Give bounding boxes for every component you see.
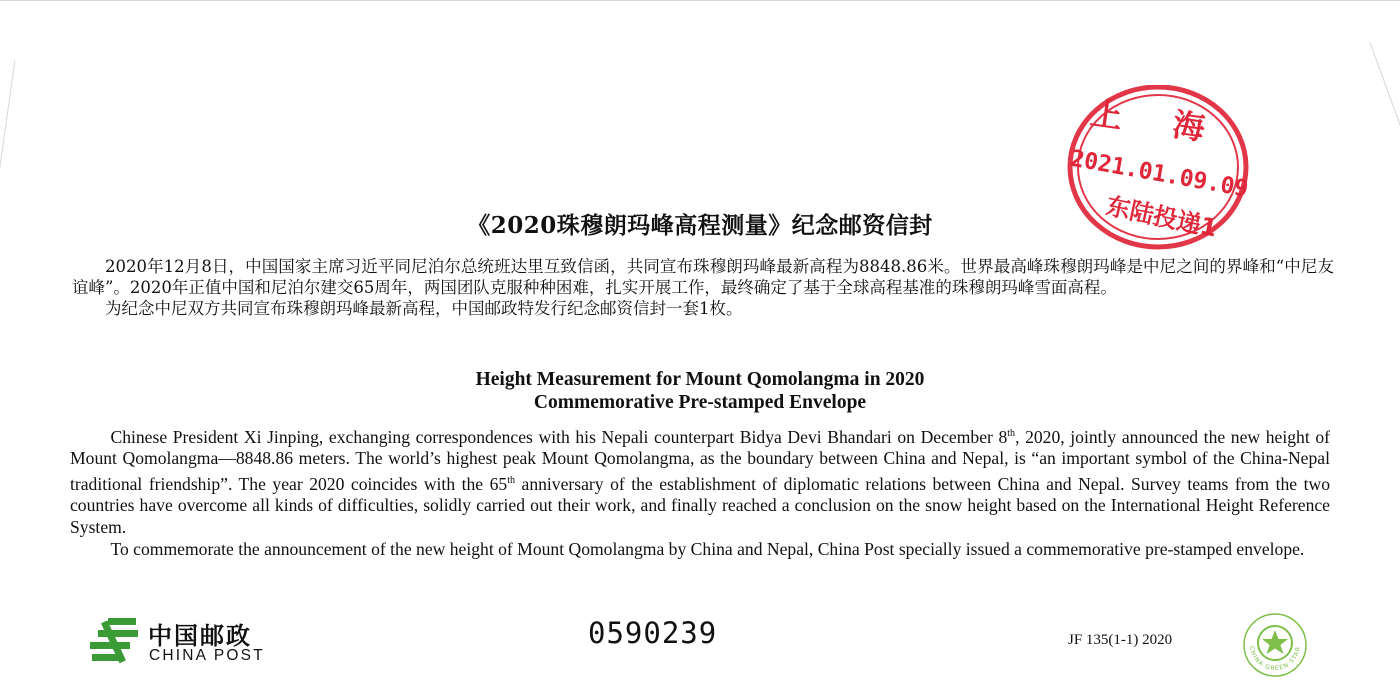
english-title	[0, 368, 1400, 414]
english-title-line-1: Height Measurement for Mount Qomolangma in 2020	[475, 369, 925, 390]
english-title-line-2: Commemorative Pre-stamped Envelope	[533, 392, 867, 413]
english-p1-part-a: Chinese President Xi Jinping, exchanging correspondences with his Nepali counterpart Bidya Devi Bhandari on December 8	[110, 426, 1008, 447]
china-post-logo	[88, 616, 268, 668]
postmark-city: 上 海	[1087, 93, 1228, 151]
english-p1-sup-a: th	[1007, 428, 1016, 439]
seal-ring-text: CHINA GREEN STAR	[1247, 645, 1303, 673]
issue-code: JF 135(1-1) 2020	[1068, 632, 1173, 648]
english-p1-part-c: anniversary of the establishment of diplomatic relations between China and Nepal. Survey teams from the two countries have overcome all kinds of difficulties, solidly carried out their work, and finally reached a conclusion on the snow height based on the International Height Reference System.	[70, 473, 1330, 537]
chinese-title: 《2020珠穆朗玛峰高程测量》纪念邮资信封	[467, 212, 933, 239]
china-post-emblem-icon	[88, 616, 142, 668]
china-post-english-name: CHINA POST	[149, 647, 265, 664]
green-star-icon	[1262, 630, 1288, 654]
envelope-top-edge	[0, 0, 1400, 1]
postmark-date: 2021.01.09.09	[1068, 145, 1251, 203]
english-paragraph-1	[70, 423, 1330, 538]
chinese-body	[72, 256, 1334, 319]
svg-text:CHINA GREEN STAR	[1248, 646, 1302, 673]
english-p1-sup-b: th	[507, 474, 515, 486]
english-p1-part-b: , 2020, jointly announced the new height of Mount Qomolangma—8848.86 meters. The world’s highest peak Mount Qomolangma, as the boundary between China and Nepal, is “an important symbol of the China-Nepal traditional friendship”. The year 2020 coincides with the 65	[70, 426, 1330, 494]
chinese-paragraph-1: 2020年12月8日，中国国家主席习近平同尼泊尔总统班达里互致信函，共同宣布珠穆朗玛峰最新高程为8848.86米。世界最高峰珠穆朗玛峰是中尼之间的界峰和“中尼友谊峰”。2020年正值中国和尼泊尔建交65周年，两国团队克服种种困难，扎实开展工作，最终确定了基于全球高程基准的珠穆朗玛峰雪面高程。	[72, 257, 1334, 297]
envelope-right-fold	[1370, 43, 1400, 128]
china-green-star-seal	[1240, 610, 1310, 680]
postmark-office: 东陆投递1	[1103, 191, 1220, 243]
serial-number: 0590239	[588, 616, 718, 650]
english-body	[70, 423, 1330, 561]
envelope-left-fold	[0, 61, 15, 180]
chinese-paragraph-2: 为纪念中尼双方共同宣布珠穆朗玛峰最新高程，中国邮政特发行纪念邮资信封一套1枚。	[105, 299, 743, 318]
china-post-chinese-name: 中国邮政	[148, 622, 252, 650]
english-paragraph-2: To commemorate the announcement of the new height of Mount Qomolangma by China and Nepal, China Post specially issued a commemorative pre-stamped envelope.	[110, 539, 1305, 560]
